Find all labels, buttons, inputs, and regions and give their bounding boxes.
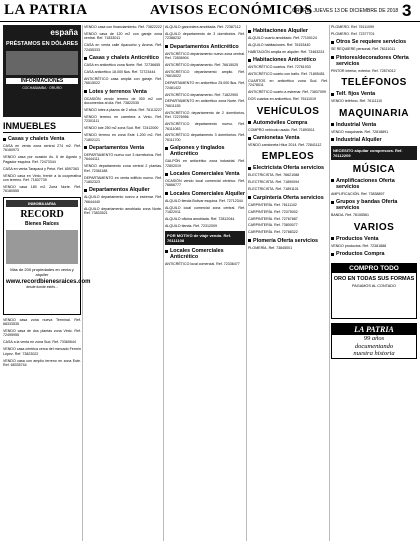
column-5: [331, 25, 417, 541]
category-heading: Lotes y terrenos Venta: [84, 89, 162, 95]
category-heading: Otros Se requiere servicios: [331, 39, 417, 45]
classified-ad: ANTICRÉTICO departamento nuevo zona central. Ref. 72836904: [165, 51, 245, 61]
classified-ad: VENDO departamento zona central 2 plantas. Ref. 72381188: [84, 164, 162, 173]
category-heading: Departamentos Venta: [84, 145, 162, 151]
classified-ad: CASA a la venta en zona Sud. Ref. 73360644: [3, 340, 76, 345]
classified-ad: CARPINTERÍA. Ref. 72788322: [248, 230, 298, 235]
classified-ad: CUARTOS en anticrético zona Sud. Ref. 72478011: [248, 79, 328, 88]
classified-ad: ALQUILO cuarto amoblado. Ref. 77100124: [248, 36, 317, 40]
classified-ad: VENDO terreno en carretera a Vinto. Ref. 72301111: [84, 114, 162, 124]
classified-ad: ALQUILO departamento nuevo a estrenar. Ref. 76644440: [84, 195, 162, 204]
classified-ad: CASA en venta calle Ayacucho y Aroma. Ref. 72455333: [84, 43, 162, 52]
classified-ad: ANTICRÉTICO departamento 3 dormitorios. Ref. 76111700: [165, 133, 245, 142]
jewelry-image: [6, 51, 78, 75]
classified-ad: CARPINTERÍA. Ref. 72767887: [248, 216, 298, 221]
classified-ad: CARPINTERÍA. Ref. 76111102: [248, 202, 297, 207]
section-heading: MAQUINARIA: [339, 107, 409, 119]
classified-ad: ELECTRICISTA. Ref. 71890094: [248, 180, 300, 185]
category-heading: Camionetas Venta: [248, 135, 328, 141]
section-heading: MÚSICA: [352, 163, 396, 175]
classified-ad: SE REQUIERE personal. Ref. 76111011: [331, 47, 396, 52]
classified-ad: DEPARTAMENTO en anticrético 25.000 $us. Ref. 72461422: [165, 81, 245, 90]
category-heading: Plomería Oferta servicios: [248, 238, 328, 244]
column-divider: [329, 25, 330, 541]
classified-ad: ANTICRÉTICO departamento. Ref. 76615025: [165, 63, 239, 68]
classified-ad: VENDO casa céntrica cerca del mercado Fermín López. Ref. 73823022: [3, 347, 81, 356]
classified-ad: ANTICRÉTICO departamento de 2 dormitorios. Ref. 72276956: [165, 110, 245, 120]
classified-ad: VENDO maquinaria. Ref. 72818891: [331, 129, 389, 134]
classified-ad: VENDO camioneta Hilux 2014. Ref. 72841112: [248, 143, 322, 148]
house-image: [6, 230, 78, 264]
real-estate-banner: [3, 197, 91, 315]
bank-banner: [3, 25, 81, 117]
banner-website: www.recordbienesraices.com: [6, 278, 91, 285]
section-heading: INMUEBLES: [3, 121, 81, 133]
classified-ad: ALQUILO habitaciones. Ref. 76153440: [248, 42, 311, 47]
classified-ad: VENDO casa en Vinto, frente a la cooperativa con terreno. Ref. 71837739: [3, 173, 81, 182]
gold-ad-subtitle: ORO EN TODAS SUS FORMAS: [333, 276, 415, 283]
classified-ad: ALQUILO garzoniera amoblada. Ref. 72387112: [165, 25, 241, 29]
classified-ad: OCASIÓN vendo terreno de 300 m2 con documentos al día. Ref. 73822035: [84, 96, 162, 106]
category-heading: Habitaciones Anticrético: [248, 57, 328, 63]
category-heading: Galpones y tinglados Anticrético: [165, 145, 245, 157]
gold-buyer-ad: [331, 263, 417, 319]
category-heading: Telf. fijos Venta: [331, 91, 417, 97]
column-1: [3, 25, 91, 541]
banner-bar: INMOBILIARIA: [6, 200, 78, 207]
column-4: [248, 25, 328, 541]
classified-ad: VENDO terreno en zona Este 1.200 m2. Ref. 71802121: [84, 133, 162, 142]
section-heading: VARIOS: [353, 221, 395, 233]
section-heading: VEHÍCULOS: [256, 105, 320, 117]
classified-ad: CASA en venta Tarapacá y Petot. Ref. 6597363: [3, 166, 79, 171]
section-title: AVISOS ECONÓMICOS: [150, 3, 313, 18]
category-heading: Industrial Venta: [331, 122, 417, 128]
category-heading: Grupos y bandas Oferta servicios: [331, 199, 417, 211]
classified-ad: CARPINTERÍA. Ref. 72375002: [248, 209, 298, 214]
section-heading: EMPLEOS: [261, 151, 315, 163]
classified-ad: CASA en anticrético zona Norte. Ref. 72736655: [84, 63, 161, 68]
classified-ad: VENDO casa con financiamiento. Ref. 73822222: [84, 25, 162, 29]
classified-ad: DEPARTAMENTO en venta edificio nuevo. Ref. 71802323: [84, 175, 162, 184]
banner-fine-print: desde donde estés...: [26, 284, 58, 289]
classified-ad: CASA anticrético 18.000 $us. Ref. 72723444: [84, 69, 156, 74]
category-heading: Productos Compra: [331, 251, 417, 257]
classified-ad: CASA en venta zona central 274 m2. Ref. 76160973: [3, 144, 81, 153]
column-divider: [246, 25, 247, 541]
column-divider: [163, 25, 164, 541]
bank-logo: españa: [50, 28, 78, 37]
classified-ad: ALQUILO tienda. Ref. 72312009: [165, 223, 217, 228]
category-heading: Locales Comerciales Anticrético: [165, 248, 245, 260]
classified-ad: AMPLIFICACIÓN. Ref. 73838897: [331, 191, 385, 196]
classified-ad: ALQUILO departamento de 3 dormitorios. Ref. 72388232: [165, 31, 245, 41]
classified-ad: ANTICRÉTICO cuarto con baño. Ref. 71895451: [248, 72, 325, 77]
classified-ad: GALPÓN en anticrético zona industrial. Ref. 72802019: [165, 159, 245, 168]
classified-ad: BANDA. Ref. 76155561: [331, 213, 369, 218]
classified-ad: VENDO casa 180 m2 Zona Norte. Ref. 76180555: [3, 184, 81, 194]
page-number: 3: [402, 1, 412, 20]
gold-ad-title: COMPRO TODO: [332, 264, 416, 273]
banner-headline: PRÉSTAMOS EN DÓLARES: [6, 41, 79, 47]
classified-ad: VENDO casa de 120 m2 con garaje zona central. Ref. 71833011: [84, 31, 162, 41]
classified-ad: VENDO casa zona nueva Terminal. Ref. 68333535: [3, 317, 81, 327]
banner-fine-print: COCHABAMBA · ORURO: [22, 85, 62, 90]
category-heading: Amplificaciones Oferta servicios: [331, 178, 417, 190]
category-heading: Industrial Alquiler: [331, 137, 417, 143]
classified-ad: ANTICRÉTICO departamento nuevo. Ref. 76111083: [165, 122, 245, 131]
classified-ad: ANTICRÉTICO departamento. Ref. 71822900: [165, 92, 239, 97]
paper-name: LA PATRIA: [4, 2, 88, 18]
classified-ad: PINTOR interior, exterior. Ref. 72874012: [331, 68, 396, 73]
classified-ad: ALQUILO departamento amoblado zona Norte. Ref. 73833521: [84, 206, 162, 216]
classified-ad: VENDO productos. Ref. 72381888: [331, 243, 387, 248]
classified-ad: DEPARTAMENTO nuevo con 3 dormitorios. Ref. 76444111: [84, 152, 162, 162]
anniversary-title: LA PATRIA: [332, 324, 416, 335]
issue-date: ORURO, JUEVES 13 DE DICIEMBRE DE 2018: [292, 8, 399, 14]
category-heading: Pintores/decoradores Oferta servicios: [331, 55, 417, 67]
classified-ad: ANTICRÉTICO local comercial. Ref. 72336477: [165, 262, 240, 267]
classified-ad: ALQUILO local comercial zona central. Ref. 71822011: [165, 205, 245, 215]
classified-ad: ANTICRÉTICO cuarto a estrenar. Ref. 73837099: [248, 90, 326, 95]
classified-ad: PLOMERO. Ref. 76111099: [331, 25, 375, 29]
column-3: [165, 25, 245, 541]
classified-ad: ALQUILO oficina amoblada. Ref. 72812044: [165, 217, 235, 222]
classified-ad: ANTICRÉTICO cuartos. Ref. 72761933: [248, 65, 311, 70]
anniversary-line: 99 años: [363, 335, 385, 343]
classified-ad: ELECTRICISTA. Ref. 71891101: [248, 187, 299, 192]
classified-ad: HABITACIÓN amplia en alquiler. Ref. 73463224: [248, 49, 325, 54]
category-heading: Habitaciones Alquiler: [248, 28, 328, 34]
category-heading: Carpintería Oferta servicios: [248, 195, 328, 201]
highlighted-ad: POR MOTIVO de viaje vendo. Ref. 76111108: [165, 231, 245, 245]
gold-ad-fine-print: PAGAMOS AL CONTADO: [351, 284, 397, 289]
highlighted-ad: NECESITO alquilar compresora. Ref. 76112209: [331, 146, 417, 160]
banner-text: Más de 200 propiedades en venta y alquiler: [10, 266, 74, 277]
classified-ad: VENDO lotes a plazos de 2 años. Ref. 76113227: [84, 107, 162, 112]
classified-ad: ELECTRICISTA. Ref. 76621088: [248, 173, 300, 178]
anniversary-line: nuestra historia: [353, 350, 395, 358]
anniversary-box: [331, 323, 417, 359]
classified-ad: VENDO casa con amplio terreno en zona Este. Ref. 68335744: [3, 358, 81, 367]
column-2: [84, 25, 162, 541]
category-heading: Casas y chalets Venta: [3, 136, 81, 142]
masthead: [0, 0, 420, 22]
category-heading: Electricista Oferta servicios: [248, 165, 328, 171]
classified-ad: DEPARTAMENTO en anticrético zona Norte. Ref. 76611155: [165, 99, 245, 108]
category-heading: Departamentos Anticrético: [165, 44, 245, 50]
record-logo: RECORD: [20, 208, 64, 220]
category-heading: Locales Comerciales Alquiler: [165, 191, 245, 197]
banner-subheading: INFORMACIONES: [6, 78, 78, 84]
category-heading: Casas y chalets Anticrético: [84, 55, 162, 61]
classified-ad: VENDO casa de dos plantas zona Vinto. Ref. 72495955: [3, 328, 81, 338]
classified-ad: ANTICRÉTICO casa amplia con garaje. Ref. 76615022: [84, 76, 162, 86]
category-heading: Productos Venta: [331, 236, 417, 242]
category-heading: Locales Comerciales Venta: [165, 171, 245, 177]
classified-ad: VENDO teléfono. Ref. 76111110: [331, 99, 383, 104]
classified-ad: OCASIÓN vendo local comercial céntrico. Ref. 76666777: [165, 179, 245, 188]
category-heading: Departamentos Alquiler: [84, 187, 162, 193]
classified-ad: VENDO lote 250 m2 zona Sud. Ref. 72412000: [84, 126, 159, 131]
classified-ad: CARPINTERÍA. Ref. 73800077: [248, 223, 298, 228]
classified-ad: PLOMERO. Ref. 72377701: [331, 31, 375, 36]
category-heading: Automóviles Compra: [248, 120, 328, 126]
section-heading: TELÉFONOS: [341, 77, 407, 89]
classified-ad: ANTICRÉTICO departamento amplio. Ref. 76615022: [165, 69, 245, 79]
classified-ad: DOS cuartos en anticrético. Ref. 76111019: [248, 97, 316, 102]
classified-ad: PLOMERÍA. Ref. 73845001: [248, 245, 293, 250]
classified-ad: COMPRO vehículo usado. Ref. 71893011: [248, 127, 315, 132]
record-logo-sub: Bienes Raíces: [25, 220, 59, 227]
classified-ad: ALQUILO tienda Bolívar esquina. Ref. 72712344: [165, 198, 243, 203]
anniversary-line: documentando: [354, 342, 394, 350]
classified-ad: VENDO casa por ocasión Av. 6 de Agosto y Pagador esquina. Ref. 72473344: [3, 155, 81, 164]
